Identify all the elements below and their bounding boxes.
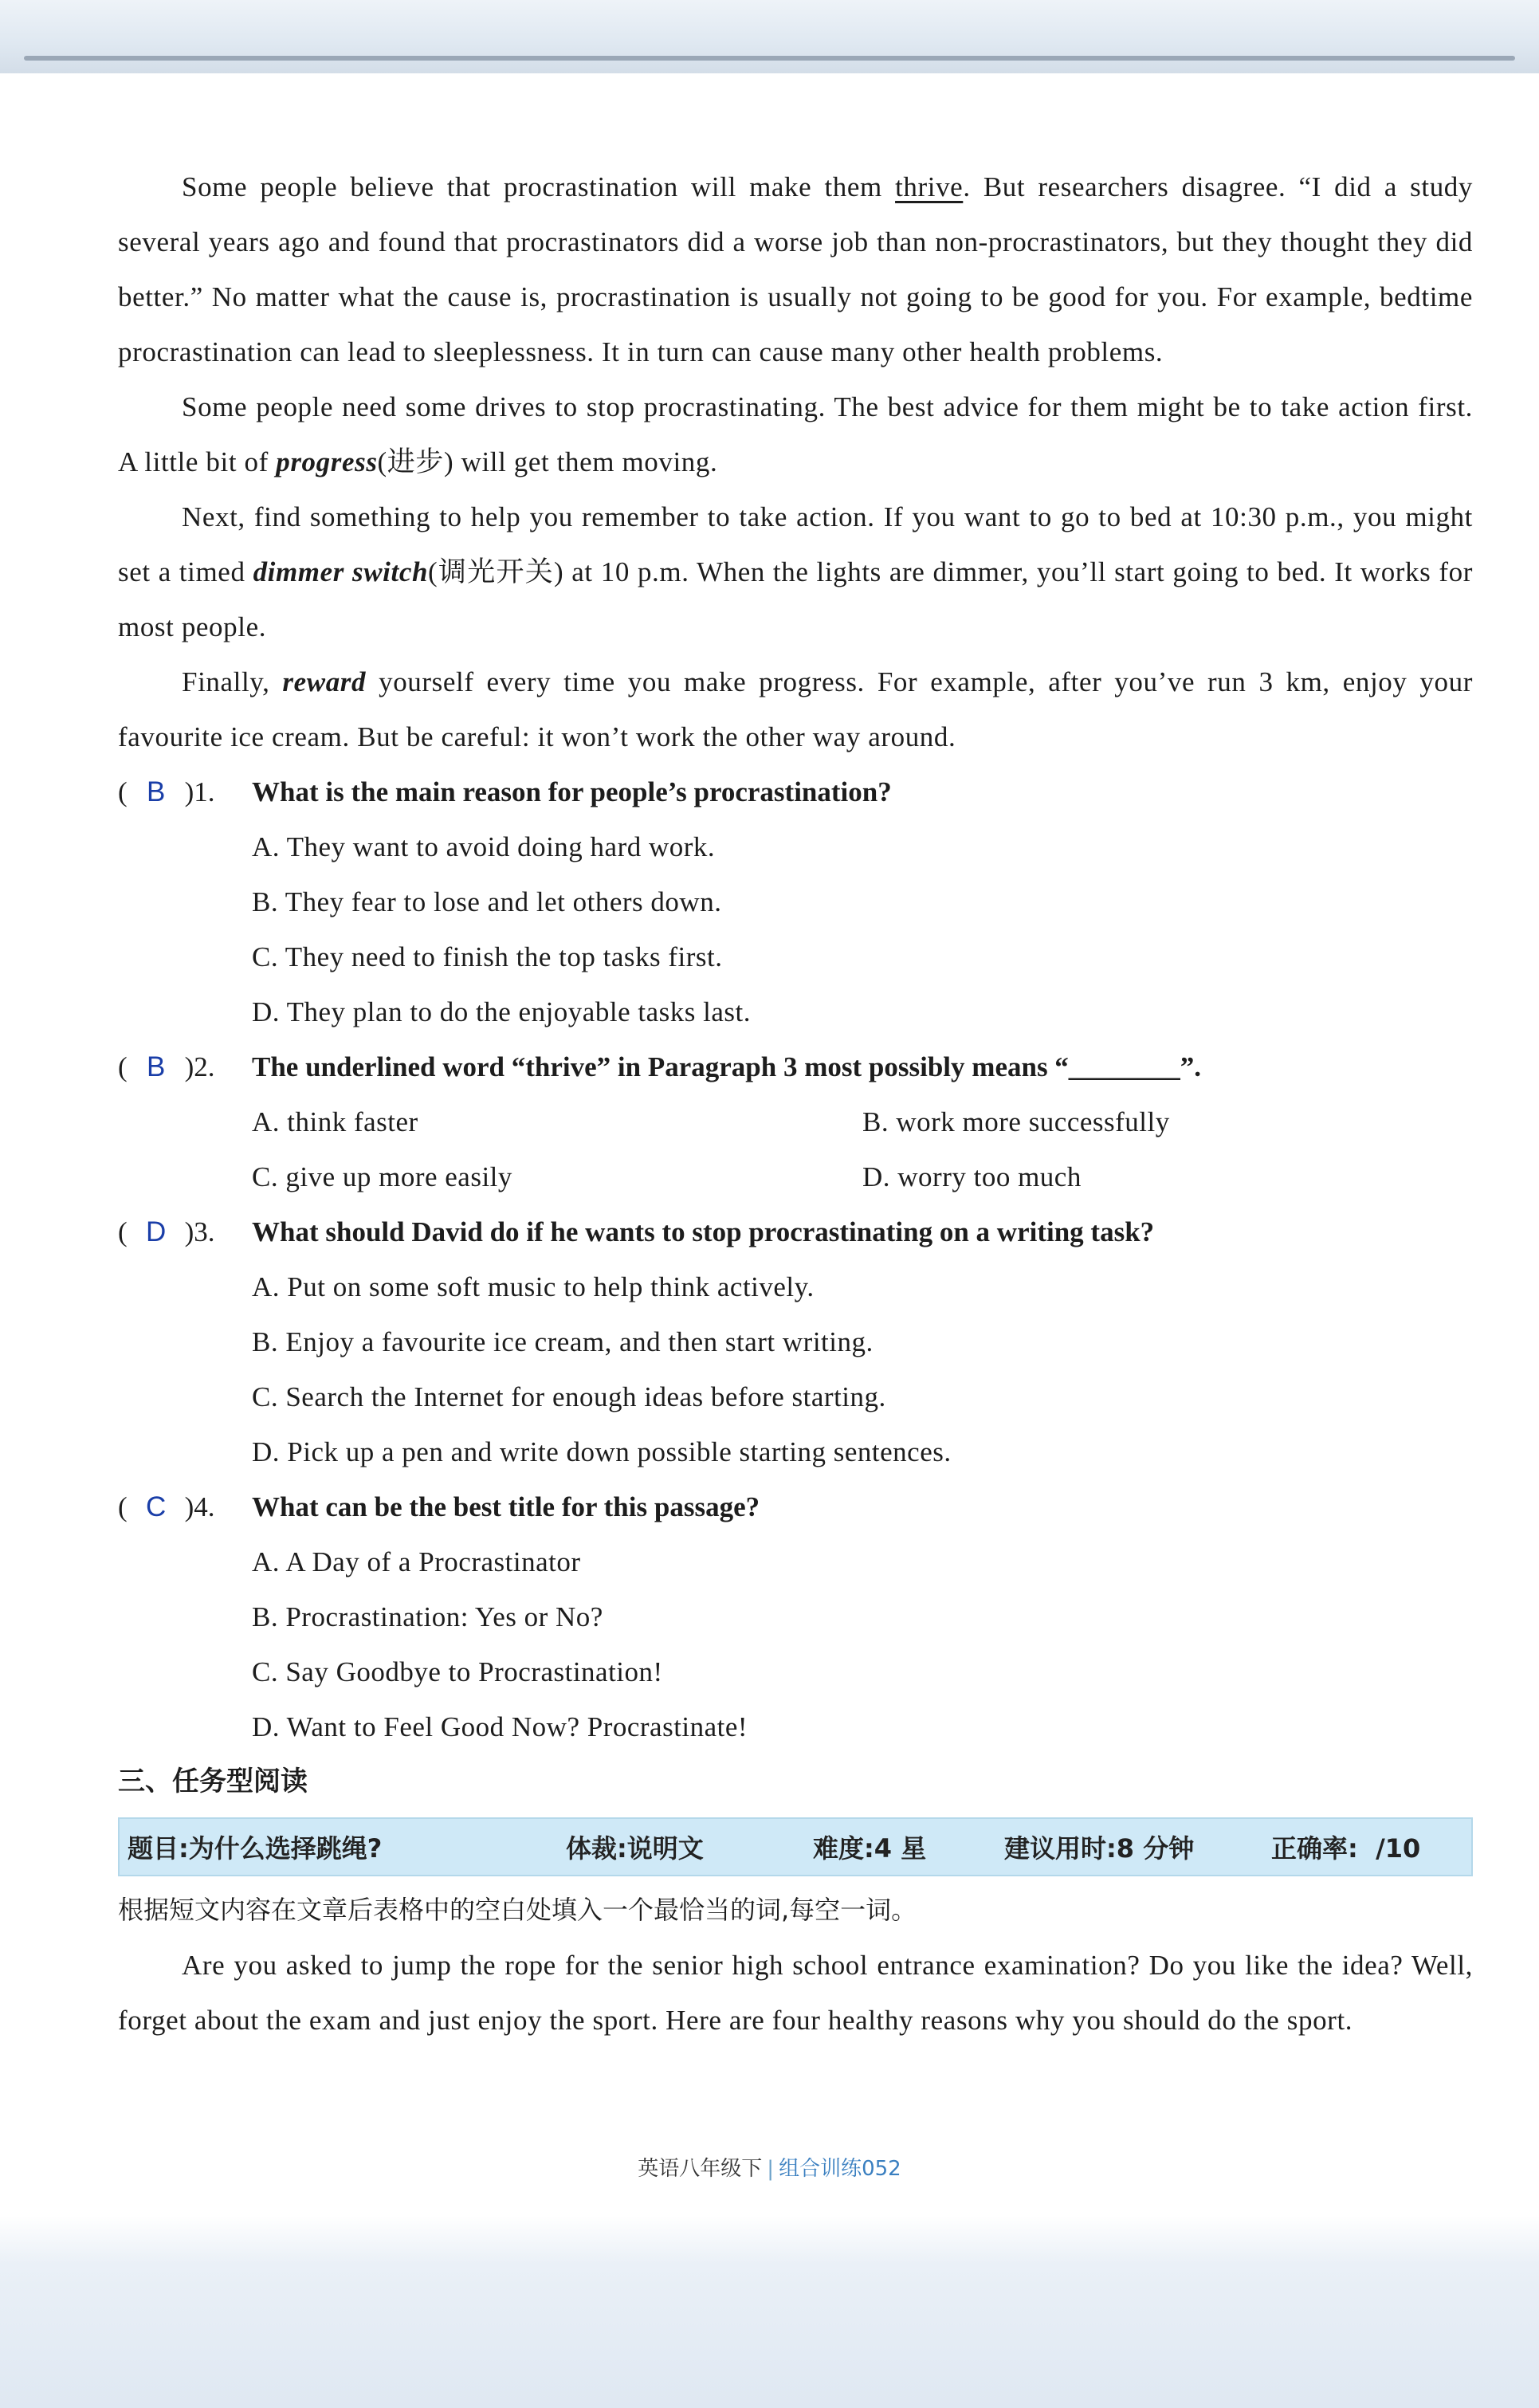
info-genre: 体裁:说明文 <box>566 1833 704 1864</box>
option-a: A. think faster <box>252 1106 418 1137</box>
info-difficulty: 难度:4 星 <box>813 1833 927 1864</box>
option-c: C. They need to finish the top tasks first. <box>252 941 723 972</box>
question-text: The underlined word “thrive” in Paragraph 3 most possibly means “________”. <box>252 1051 1202 1082</box>
footer-separator: | <box>767 2157 775 2181</box>
answer-bracket: ( B )2. <box>118 1039 252 1094</box>
answer-bracket: ( B )1. <box>118 764 252 819</box>
option-b: B. They fear to lose and let others down. <box>252 886 722 917</box>
text-run: Some people need some drives to stop procrastinating. The best advice for them might be to take action first. A little bit of <box>118 391 1473 477</box>
answer-mark: B <box>146 1051 166 1082</box>
highlighted-word: progress <box>276 446 378 477</box>
option-c: C. give up more easily <box>252 1161 512 1192</box>
question-number: )2. <box>184 1051 215 1082</box>
option-a: A. A Day of a Procrastinator <box>252 1546 581 1577</box>
question-1 <box>118 764 1473 819</box>
page-footer <box>0 2152 1539 2182</box>
header-rule <box>24 56 1515 61</box>
question-3 <box>118 1204 1473 1259</box>
info-accuracy: 正确率: /10 <box>1271 1833 1421 1864</box>
page-content <box>118 159 1473 2048</box>
task-passage-paragraph: Are you asked to jump the rope for the senior high school entrance examination? Do you like the idea? Well, forget about the exam and just enjoy the sport. Here are four healthy reasons why you should do the sport. <box>118 1950 1473 2036</box>
page-number: 052 <box>862 2157 901 2181</box>
option-d: D. Want to Feel Good Now? Procrastinate! <box>252 1711 748 1742</box>
question-number: )1. <box>184 776 215 807</box>
option-row <box>118 1149 1473 1204</box>
text-run: Next, find something to help you remember to take action. If you want to go to bed at 10:30 p.m., you might set a timed <box>118 501 1473 587</box>
info-topic: 题目:为什么选择跳绳? <box>128 1833 383 1864</box>
option-c: C. Search the Internet for enough ideas before starting. <box>252 1381 886 1412</box>
option-a: A. They want to avoid doing hard work. <box>252 831 716 862</box>
answer-bracket: ( D )3. <box>118 1204 252 1259</box>
exercise-info-bar <box>118 1817 1473 1876</box>
passage-paragraph-4 <box>118 654 1473 764</box>
highlighted-word: reward <box>282 666 367 697</box>
text-run: Some people believe that procrastination will make them <box>182 171 896 202</box>
instruction-text: 根据短文内容在文章后表格中的空白处填入一个最恰当的词,每空一词。 <box>118 1895 917 1925</box>
question-number: )3. <box>184 1216 215 1247</box>
option-row <box>118 1094 1473 1149</box>
question-number: )4. <box>184 1491 215 1522</box>
question-text: What can be the best title for this passage? <box>252 1491 760 1522</box>
question-text: What is the main reason for people’s procrastination? <box>252 776 892 807</box>
option-b: B. work more successfully <box>862 1106 1170 1137</box>
text-run: . But researchers disagree. “I did a study several years ago and found that procrastinators did a worse job than non-procrastinators, but they thought they did better.” No matter what the cause is, procrastination is usually not going to be good for you. For example, bedtime procrastination can lead to sleeplessness. It in turn can cause many other health problems. <box>118 171 1474 367</box>
option-b: B. Enjoy a favourite ice cream, and then start writing. <box>252 1326 874 1357</box>
passage-paragraph-2 <box>118 379 1473 489</box>
passage-paragraph-3 <box>118 489 1473 654</box>
footer-book-title: 英语八年级下 <box>638 2157 763 2181</box>
option-c: C. Say Goodbye to Procrastination! <box>252 1656 663 1687</box>
question-4 <box>118 1479 1473 1534</box>
answer-mark: D <box>146 1216 167 1247</box>
question-2 <box>118 1039 1473 1094</box>
option-a: A. Put on some soft music to help think actively. <box>252 1271 815 1302</box>
highlighted-word: dimmer switch <box>253 556 429 587</box>
option-d: D. Pick up a pen and write down possible starting sentences. <box>252 1436 952 1467</box>
section-title: 三、任务型阅读 <box>118 1766 308 1797</box>
option-d: D. worry too much <box>862 1161 1082 1192</box>
text-run: (调光开关) at 10 p.m. When the lights are dimmer, you’ll start going to bed. It works for most people. <box>118 556 1473 642</box>
text-run: yourself every time you make progress. For example, after you’ve run 3 km, enjoy your favourite ice cream. But be careful: it won’t work the other way around. <box>118 666 1473 752</box>
answer-mark: B <box>146 776 166 807</box>
text-run: (进步) will get them moving. <box>377 446 718 477</box>
option-d: D. They plan to do the enjoyable tasks last. <box>252 996 751 1027</box>
answer-bracket: ( C )4. <box>118 1479 252 1534</box>
text-run: Finally, <box>182 666 283 697</box>
underlined-word: thrive <box>895 171 964 202</box>
option-b: B. Procrastination: Yes or No? <box>252 1601 603 1632</box>
answer-mark: C <box>146 1491 167 1522</box>
question-text: What should David do if he wants to stop procrastinating on a writing task? <box>252 1216 1155 1247</box>
top-header-band <box>0 0 1539 73</box>
info-time: 建议用时:8 分钟 <box>1004 1833 1195 1864</box>
bottom-band <box>0 2216 1539 2408</box>
passage-paragraph-1 <box>118 159 1473 379</box>
footer-series: 组合训练 <box>779 2157 862 2181</box>
